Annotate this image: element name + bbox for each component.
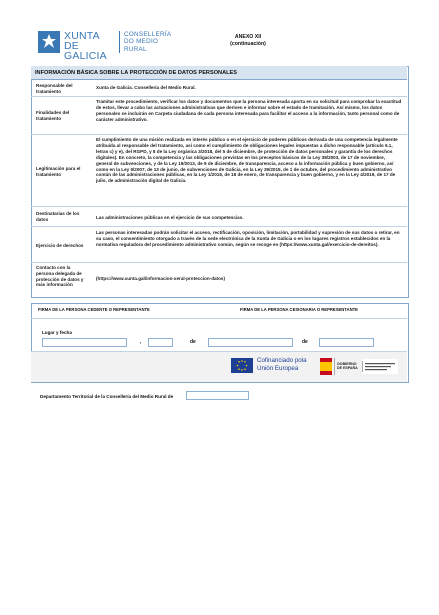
de-label-2: de — [302, 339, 308, 345]
year-field[interactable] — [319, 338, 374, 347]
row-label-responsable: Responsable del tratamiento — [36, 83, 73, 94]
place-field[interactable] — [42, 338, 127, 347]
signature-cedente-label: FIRMA DE LA PERSONA CEDENTE O REPRESENTANTE — [38, 307, 150, 312]
row-label-derechos: Ejercicio de derechos — [36, 243, 84, 248]
table-title: INFORMACIÓN BÁSICA SOBRE LA PROTECCIÓN DE DATOS PERSONALES — [31, 66, 407, 80]
signature-cesionaria-label: FIRMA DE LA PERSONA CESIONARIA O REPRESENTANTE — [240, 307, 358, 312]
row-text-responsable: Xunta de Galicia. Consellería del Medio Rural. — [96, 85, 196, 90]
row-divider — [31, 96, 407, 97]
month-field[interactable] — [208, 338, 293, 347]
signature-divider — [31, 318, 407, 319]
row-text-finalidades: Tramitar este procedimiento, verificar los datos y documentos que la persona interesada aporta en su solicitud para comprobar la exactitud de estos, llevar a cabo las actuaciones administrativas que deriven e informar sobre el estado de tramitación. Así mismo, los datos personales se incluirán en Carpeta ciudadana de cada persona interesada para facilitar el acceso a la información, tanto personal como de carácter administrativo. — [96, 99, 402, 122]
svg-text:DE ESPAÑA: DE ESPAÑA — [337, 366, 358, 370]
eu-cofinanced-text: Cofinanciado pola Unión Europea — [257, 357, 307, 372]
row-label-finalidades: Finalidades del tratamiento — [36, 110, 70, 121]
contact-link[interactable]: (https://www.xunta.gal/informacion-xeral-proteccion-datos) — [96, 276, 225, 281]
logo-divider — [119, 31, 120, 53]
department-label: Departamento Territorial de la Consellería del Medio Rural de — [40, 394, 174, 399]
row-divider — [31, 226, 407, 227]
eu-flag-icon — [231, 358, 253, 373]
svg-text:GOBIERNO: GOBIERNO — [337, 362, 357, 366]
row-divider — [31, 206, 407, 207]
day-field[interactable] — [148, 338, 173, 347]
row-text-derechos: Las personas interesadas podrán solicitar el acceso, rectificación, oposición, limitación, portabilidad y supresión de sus datos o retirar, en su caso, el consentimiento otorgado a través de la sede electrónica de la Xunta de Galicia o en los lugares registros establecidos en la normativa reguladora del procedimiento administrativo común, según se recoge en (https://www.xunta.gal/exercicio-de-dereitos). — [96, 230, 400, 247]
department-field[interactable] — [186, 391, 249, 400]
conselleria-wordmark: CONSELLERÍA DO MEDIO RURAL — [124, 31, 172, 53]
row-text-legitimacion: El cumplimiento de una misión realizada en interés público o en el ejercicio de poderes públicos derivada de una competencia legalmente atribuida al responsable del tratamiento, así como el cumplimiento de obligaciones legales impuestas a dicho responsable (artículo 6.1, letras c) y e), del RGPD, y 8 de la Ley orgánica 3/2018, del 5 de diciembre, de protección de datos personales y garantía de los derechos digitales). En concreto, la competencia y las obligaciones previstas en los preceptos básicos de la Ley 38/2003, de 17 de noviembre, general de subvenciones, y de la Ley 19/2013, de 9 de diciembre, de transparencia, acceso a la información pública y buen gobierno, así como en la Ley 9/2007, de 13 de junio, de subvenciones de Galicia, en la Ley 39/2015, de 1 de octubre, del procedimiento administrativo común de las administraciones públicas, en la Ley 1/2016, de 18 de enero, de transparencia y buen gobierno, y en la Ley 4/2019, de 17 de julio, de administración digital de Galicia. — [96, 137, 398, 184]
row-divider — [31, 262, 407, 263]
row-label-destinatarias: Destinatarias de los datos — [36, 211, 80, 222]
logo-wordmark: XUNTA DE GALICIA — [64, 30, 107, 62]
row-text-contacto[interactable] — [96, 276, 402, 282]
row-label-legitimacion: Legitimación para el tratamiento — [36, 166, 81, 177]
row-text-destinatarias: Las administraciones públicas en el ejercicio de sus competencias. — [96, 215, 244, 220]
row-divider — [31, 134, 407, 135]
de-label-1: de — [190, 339, 196, 345]
comma-separator: , — [140, 339, 142, 345]
row-label-contacto: Contacto con la persona delegada de protección de datos y más información — [36, 265, 84, 288]
spain-government-logo — [320, 357, 400, 376]
annex-label: ANEXO XII (continuación) — [230, 34, 266, 47]
xunta-logo-icon — [38, 31, 60, 53]
place-date-label: Lugar y fecha — [42, 330, 72, 335]
